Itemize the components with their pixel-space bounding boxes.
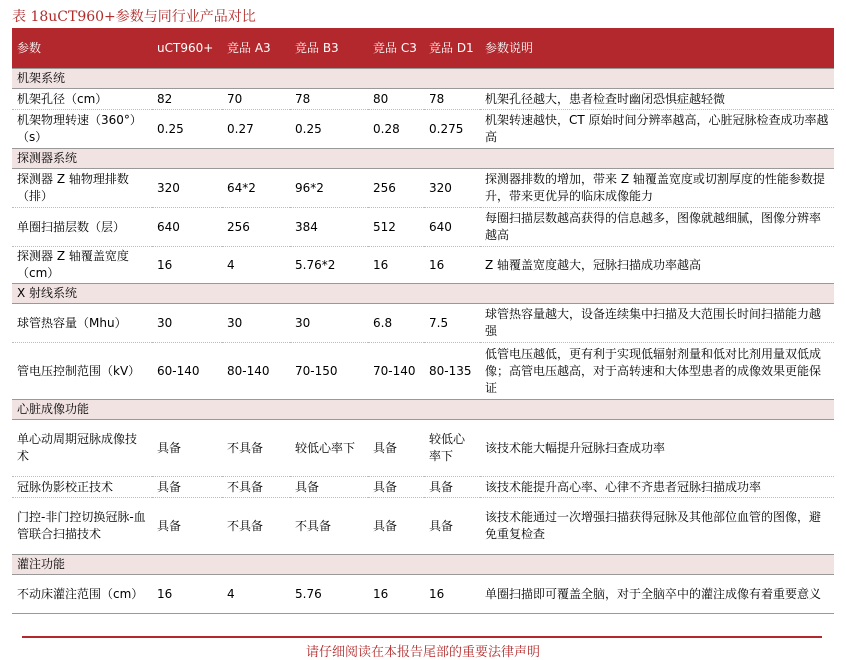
table-row: [12, 110, 834, 149]
table-row: [12, 498, 834, 555]
value-cell: 0.25: [152, 110, 222, 149]
description-cell: 机架孔径越大，患者检查时幽闭恐惧症越轻微: [480, 89, 834, 110]
param-name-cell: 不动床灌注范围（cm）: [12, 575, 152, 614]
value-cell: 80-140: [222, 343, 290, 400]
value-cell: 4: [222, 247, 290, 284]
value-cell: 320: [152, 169, 222, 208]
param-name-cell: 单圈扫描层数（层）: [12, 208, 152, 247]
header-cell: 竞品 A3: [222, 28, 290, 69]
value-cell: 16: [424, 575, 480, 614]
table-row: [12, 208, 834, 247]
value-cell: 320: [424, 169, 480, 208]
value-cell: 具备: [152, 477, 222, 498]
description-cell: 机架转速越快，CT 原始时间分辨率越高，心脏冠脉检查成功率越高: [480, 110, 834, 149]
value-cell: 具备: [152, 498, 222, 555]
value-cell: 具备: [290, 477, 368, 498]
value-cell: 不具备: [290, 498, 368, 555]
value-cell: 具备: [368, 420, 424, 477]
value-cell: 不具备: [222, 477, 290, 498]
value-cell: 较低心率下: [424, 420, 480, 477]
section-row: [12, 69, 834, 89]
value-cell: 具备: [368, 477, 424, 498]
value-cell: 30: [290, 304, 368, 343]
value-cell: 80-135: [424, 343, 480, 400]
param-name-cell: 门控-非门控切换冠脉-血管联合扫描技术: [12, 498, 152, 555]
value-cell: 256: [222, 208, 290, 247]
section-title: 灌注功能: [12, 555, 834, 575]
value-cell: 6.8: [368, 304, 424, 343]
value-cell: 具备: [152, 420, 222, 477]
description-cell: 该技术能大幅提升冠脉扫查成功率: [480, 420, 834, 477]
section-row: [12, 149, 834, 169]
value-cell: 16: [424, 247, 480, 284]
description-cell: 每圈扫描层数越高获得的信息越多，图像就越细腻，图像分辨率越高: [480, 208, 834, 247]
value-cell: 4: [222, 575, 290, 614]
value-cell: 5.76*2: [290, 247, 368, 284]
value-cell: 0.275: [424, 110, 480, 149]
value-cell: 0.27: [222, 110, 290, 149]
param-name-cell: 冠脉伪影校正技术: [12, 477, 152, 498]
value-cell: 5.76: [290, 575, 368, 614]
value-cell: 0.25: [290, 110, 368, 149]
value-cell: 512: [368, 208, 424, 247]
table-row: [12, 89, 834, 110]
value-cell: 30: [222, 304, 290, 343]
param-name-cell: 探测器 Z 轴物理排数（排）: [12, 169, 152, 208]
param-name-cell: 机架物理转速（360°）（s）: [12, 110, 152, 149]
header-cell: 参数: [12, 28, 152, 69]
value-cell: 具备: [424, 498, 480, 555]
value-cell: 具备: [424, 477, 480, 498]
footer-divider: [22, 636, 822, 638]
value-cell: 640: [424, 208, 480, 247]
section-row: [12, 400, 834, 420]
value-cell: 78: [424, 89, 480, 110]
header-cell: 竞品 D1: [424, 28, 480, 69]
value-cell: 0.28: [368, 110, 424, 149]
header-row: [12, 28, 834, 69]
table-body: [12, 69, 834, 614]
value-cell: 256: [368, 169, 424, 208]
description-cell: 该技术能通过一次增强扫描获得冠脉及其他部位血管的图像，避免重复检查: [480, 498, 834, 555]
value-cell: 60-140: [152, 343, 222, 400]
value-cell: 70-150: [290, 343, 368, 400]
value-cell: 16: [368, 247, 424, 284]
value-cell: 78: [290, 89, 368, 110]
value-cell: 80: [368, 89, 424, 110]
table-row: [12, 247, 834, 284]
value-cell: 不具备: [222, 420, 290, 477]
description-cell: 探测器排数的增加，带来 Z 轴覆盖宽度或切割厚度的性能参数提升，带来更优异的临床成像能力: [480, 169, 834, 208]
table-row: [12, 477, 834, 498]
value-cell: 不具备: [222, 498, 290, 555]
section-title: 心脏成像功能: [12, 400, 834, 420]
value-cell: 30: [152, 304, 222, 343]
table-row: [12, 575, 834, 614]
param-name-cell: 机架孔径（cm）: [12, 89, 152, 110]
description-cell: 低管电压越低，更有利于实现低辐射剂量和低对比剂用量双低成像；高管电压越高，对于高转速和大体型患者的成像效果更能保证: [480, 343, 834, 400]
value-cell: 具备: [368, 498, 424, 555]
param-name-cell: 探测器 Z 轴覆盖宽度（cm）: [12, 247, 152, 284]
table-title: 表 18uCT960+参数与同行业产品对比: [12, 9, 256, 25]
description-cell: Z 轴覆盖宽度越大，冠脉扫描成功率越高: [480, 247, 834, 284]
table-row: [12, 343, 834, 400]
value-cell: 16: [152, 247, 222, 284]
description-cell: 该技术能提升高心率、心律不齐患者冠脉扫描成功率: [480, 477, 834, 498]
comparison-table: [12, 28, 834, 614]
description-cell: 球管热容量越大，设备连续集中扫描及大范围长时间扫描能力越强: [480, 304, 834, 343]
description-cell: 单圈扫描即可覆盖全脑，对于全脑卒中的灌注成像有着重要意义: [480, 575, 834, 614]
section-title: X 射线系统: [12, 284, 834, 304]
value-cell: 64*2: [222, 169, 290, 208]
table-row: [12, 420, 834, 477]
section-row: [12, 284, 834, 304]
header-cell: 竞品 B3: [290, 28, 368, 69]
param-name-cell: 管电压控制范围（kV）: [12, 343, 152, 400]
header-cell: 竞品 C3: [368, 28, 424, 69]
header-cell: uCT960+: [152, 28, 222, 69]
table-row: [12, 304, 834, 343]
param-name-cell: 球管热容量（Mhu）: [12, 304, 152, 343]
section-row: [12, 555, 834, 575]
value-cell: 较低心率下: [290, 420, 368, 477]
value-cell: 384: [290, 208, 368, 247]
value-cell: 16: [152, 575, 222, 614]
value-cell: 96*2: [290, 169, 368, 208]
legal-notice: 请仔细阅读在本报告尾部的重要法律声明: [305, 645, 540, 660]
value-cell: 70: [222, 89, 290, 110]
value-cell: 70-140: [368, 343, 424, 400]
header-cell: 参数说明: [480, 28, 834, 69]
value-cell: 7.5: [424, 304, 480, 343]
value-cell: 16: [368, 575, 424, 614]
section-title: 探测器系统: [12, 149, 834, 169]
section-title: 机架系统: [12, 69, 834, 89]
param-name-cell: 单心动周期冠脉成像技术: [12, 420, 152, 477]
value-cell: 82: [152, 89, 222, 110]
table-row: [12, 169, 834, 208]
value-cell: 640: [152, 208, 222, 247]
